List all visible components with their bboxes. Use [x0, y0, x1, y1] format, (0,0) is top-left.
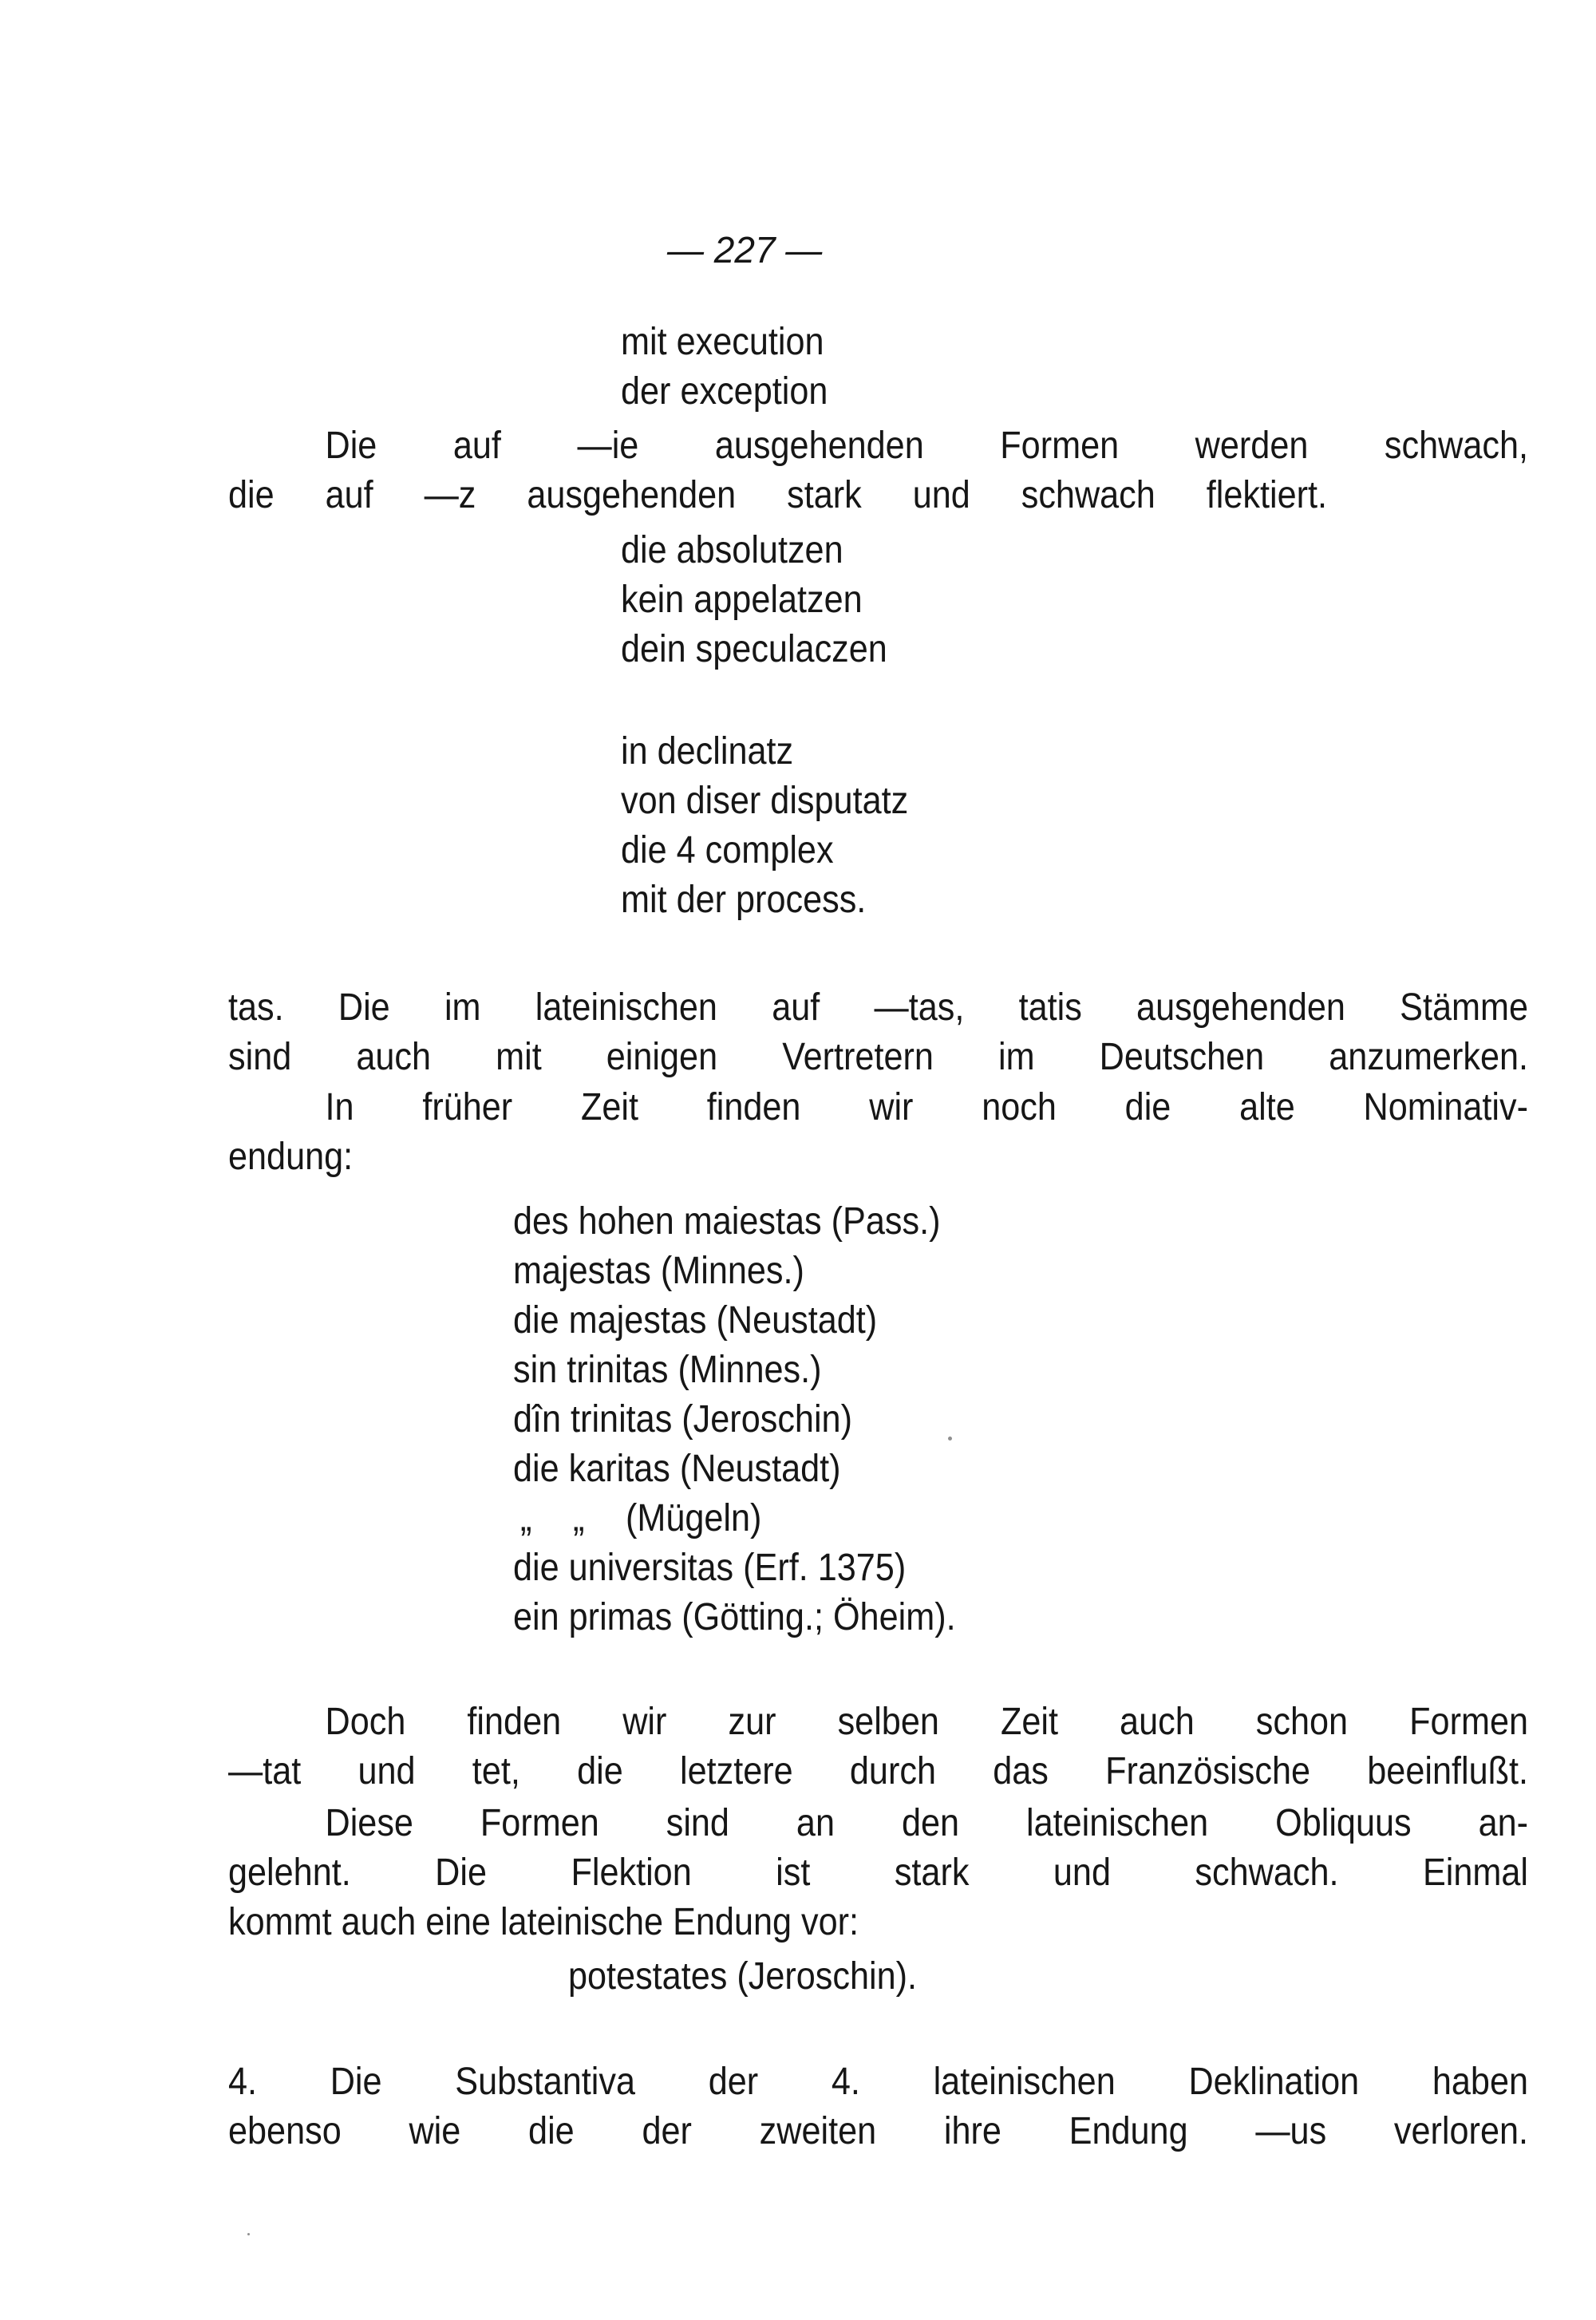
example-line: die majestas (Neustadt)	[513, 1299, 878, 1342]
example-line: majestas (Minnes.)	[513, 1250, 804, 1292]
example-line: der exception	[621, 370, 828, 413]
paragraph-line: endung:	[228, 1136, 354, 1178]
example-line: die absolutzen	[621, 529, 843, 571]
page-number: — 227 —	[667, 229, 823, 271]
paragraph-line: Diese Formen sind an den lateinischen Obliquus an-	[325, 1802, 1528, 1844]
example-line: dein speculaczen	[621, 628, 887, 670]
example-line: des hohen maiestas (Pass.)	[513, 1200, 941, 1243]
example-line: mit execution	[621, 321, 824, 363]
example-line: die 4 complex	[621, 829, 834, 871]
example-line: sin trinitas (Minnes.)	[513, 1349, 822, 1391]
example-line: die karitas (Neustadt)	[513, 1448, 841, 1490]
paragraph-line: In früher Zeit finden wir noch die alte Nominativ-	[325, 1086, 1528, 1128]
paragraph-line: kommt auch eine lateinische Endung vor:	[228, 1901, 859, 1943]
paragraph-line: die auf —z ausgehenden stark und schwach flektiert.	[228, 474, 1327, 516]
paragraph-line: ebenso wie die der zweiten ihre Endung —us verloren.	[228, 2110, 1528, 2152]
paragraph-tat-tet-forms	[228, 1698, 1528, 1796]
example-line: ein primas (Götting.; Öheim).	[513, 1596, 956, 1638]
example-line: die universitas (Erf. 1375)	[513, 1547, 907, 1589]
paragraph-line: Doch finden wir zur selben Zeit auch schon Formen	[325, 1701, 1528, 1743]
scan-speck	[247, 2233, 250, 2235]
paragraph-obliquus	[228, 1799, 1528, 1947]
paragraph-nominative-ending	[228, 1083, 1528, 1182]
paragraph-line: tas. Die im lateinischen auf —tas, tatis ausgehenden Stämme	[228, 986, 1528, 1029]
paragraph-line: —tat und tet, die letztere durch das Französische beeinflußt.	[228, 1750, 1528, 1792]
paragraph-line: 4. Die Substantiva der 4. lateinischen Deklination haben	[228, 2061, 1528, 2103]
example-line: dîn trinitas (Jeroschin)	[513, 1398, 852, 1441]
paragraph-line: sind auch mit einigen Vertretern im Deutschen anzumerken.	[228, 1036, 1528, 1078]
example-line: mit der process.	[621, 879, 867, 921]
example-line: potestates (Jeroschin).	[568, 1955, 918, 1998]
example-line: von diser disputatz	[621, 780, 909, 822]
example-line: „ „ (Mügeln)	[520, 1497, 762, 1539]
paragraph-tas-stems	[228, 983, 1528, 1082]
paragraph-ie-z-endings	[228, 421, 1528, 520]
example-line: in declinatz	[621, 730, 794, 773]
paragraph-line: gelehnt. Die Flektion ist stark und schwach. Einmal	[228, 1852, 1528, 1894]
paragraph-fourth-declension	[228, 2057, 1528, 2156]
scan-speck	[948, 1437, 952, 1441]
paragraph-line: Die auf —ie ausgehenden Formen werden schwach,	[325, 425, 1528, 467]
example-line: kein appelatzen	[621, 579, 863, 621]
